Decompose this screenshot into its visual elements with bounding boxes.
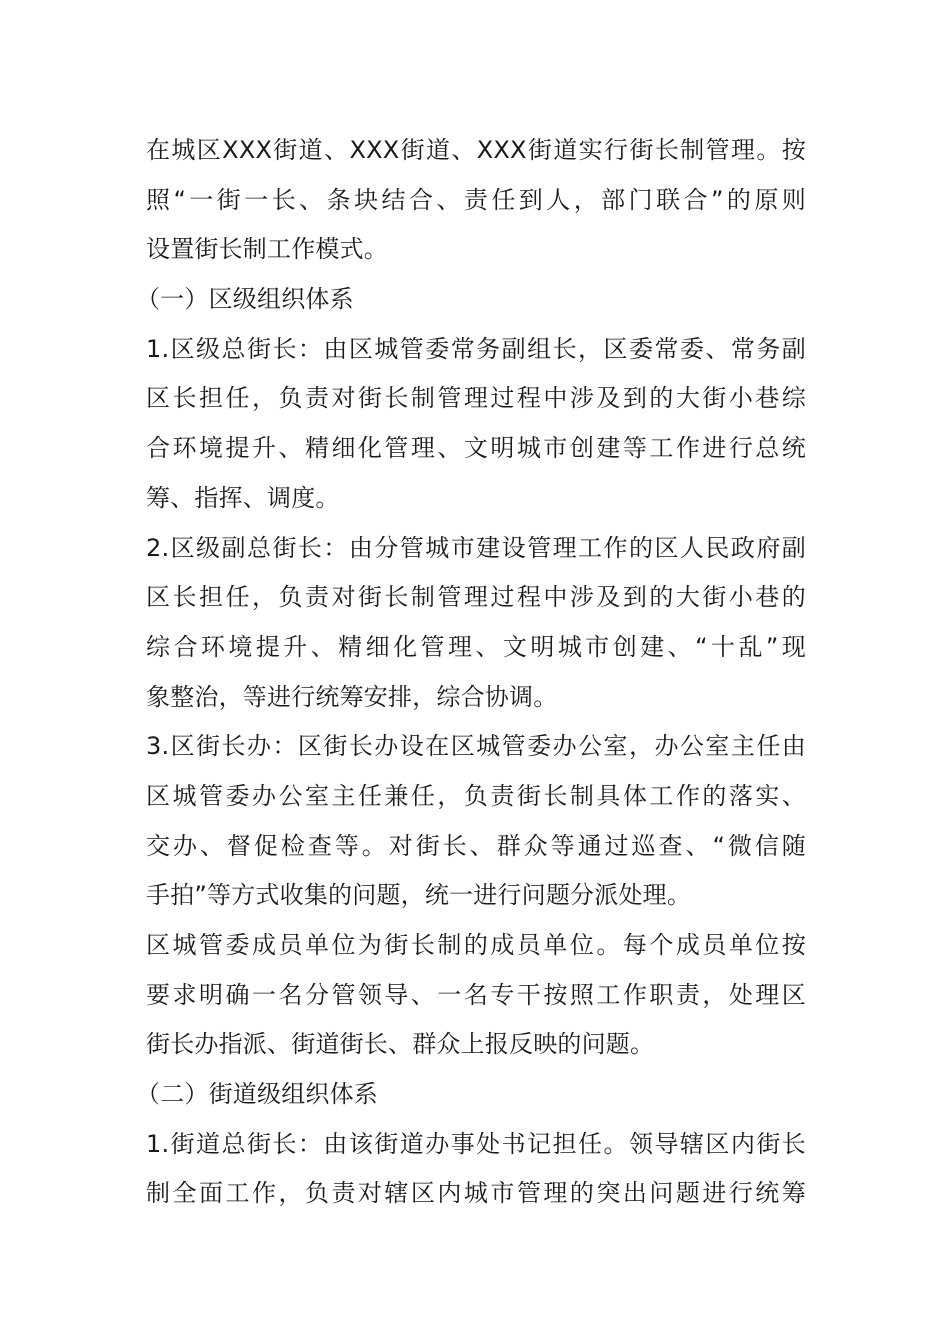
paragraph-line: 区长担任，负责对街长制管理过程中涉及到的大街小巷的 <box>146 583 806 612</box>
paragraph-line: 手拍”等方式收集的问题，统一进行问题分派处理。 <box>146 881 692 910</box>
paragraph-line: 制全面工作，负责对辖区内城市管理的突出问题进行统筹 <box>146 1179 806 1208</box>
paragraph-line: 合环境提升、精细化管理、文明城市创建等工作进行总统 <box>146 434 806 463</box>
paragraph-line: 区城管委成员单位为街长制的成员单位。每个成员单位按 <box>146 931 806 959</box>
paragraph-line: 筹、指挥、调度。 <box>146 483 340 512</box>
paragraph-line: 街长办指派、街道街长、群众上报反映的问题。 <box>146 1030 655 1059</box>
section-heading: （二）街道级组织体系 <box>136 1080 378 1109</box>
paragraph-line: 2.区级副总街长：由分管城市建设管理工作的区人民政府副 <box>146 533 806 562</box>
paragraph-line: 象整治，等进行统筹安排，综合协调。 <box>146 682 558 711</box>
paragraph-line: 区长担任，负责对街长制管理过程中涉及到的大街小巷综 <box>146 384 806 413</box>
paragraph-line: 在城区XXX街道、XXX街道、XXX街道实行街长制管理。按 <box>146 136 806 164</box>
paragraph-line: 3.区街长办：区街长办设在区城管委办公室，办公室主任由 <box>146 732 806 761</box>
paragraph-line: 1.街道总街长：由该街道办事处书记担任。领导辖区内街长 <box>146 1129 806 1158</box>
paragraph-line: 区城管委办公室主任兼任，负责街长制具体工作的落实、 <box>146 781 806 810</box>
paragraph-line: 设置街长制工作模式。 <box>146 235 388 264</box>
paragraph-line: 照“一街一长、条块结合、责任到人，部门联合”的原则 <box>146 185 806 214</box>
paragraph-line: 要求明确一名分管领导、一名专干按照工作职责，处理区 <box>146 980 806 1009</box>
paragraph-line: 交办、督促检查等。对街长、群众等通过巡查、“微信随 <box>146 831 806 860</box>
paragraph-line: 综合环境提升、精细化管理、文明城市创建、“十乱”现 <box>146 632 806 661</box>
document-body <box>136 126 806 1219</box>
section-heading: （一）区级组织体系 <box>136 285 354 314</box>
paragraph-line: 1.区级总街长：由区城管委常务副组长，区委常委、常务副 <box>146 334 806 363</box>
